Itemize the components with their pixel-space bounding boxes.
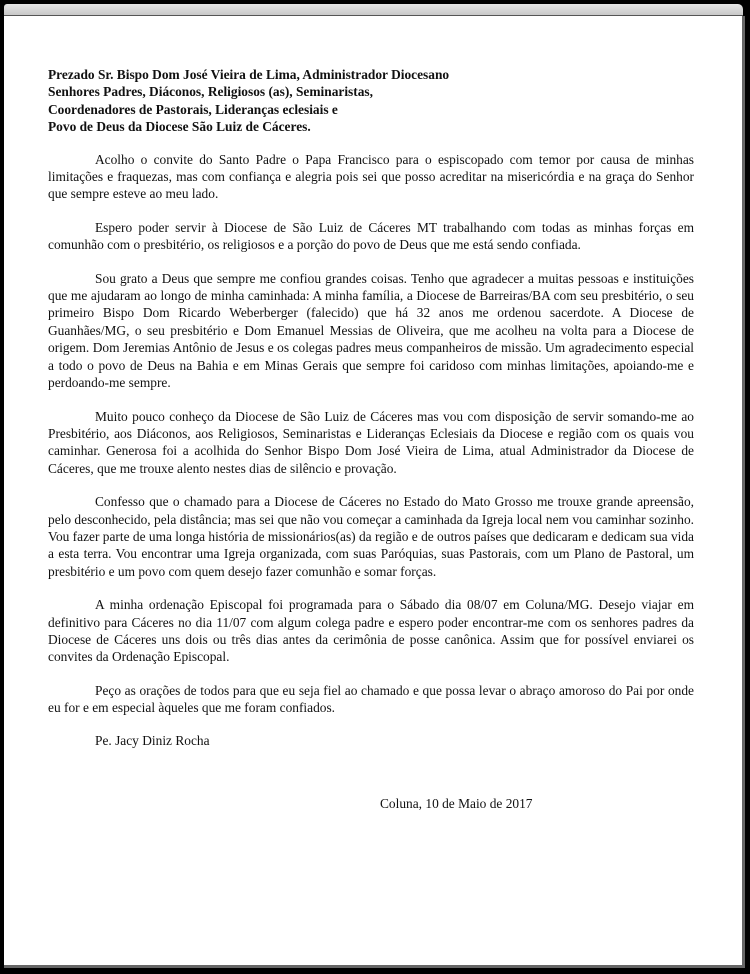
paragraph: Confesso que o chamado para a Diocese de Cáceres no Estado do Mato Grosso me trouxe grande apreensão, pelo desconhecido, pela distância; mas sei que não vou começar a caminhada da Igreja local nem vou caminhar sozinho. Vou fazer parte de uma longa história de missionários(as) da região e de outros países que dedicaram e dedicam sua vida a esta terra. Vou encontrar uma Igreja organizada, com suas Paróquias, suas Pastorais, com um Plano de Pastoral, um presbitério e um povo com quem desejo fazer comunhão e somar forças. — [48, 494, 694, 579]
paragraph: Sou grato a Deus que sempre me confiou grandes coisas. Tenho que agradecer a muitas pessoas e instituições que me ajudaram ao longo de minha caminhada: A minha família, a Diocese de Barreiras/BA com seu presbitério, o seu primeiro Bispo Dom Ricardo Weberberger (falecido) que há 32 anos me ordenou sacerdote. A Diocese de Guanhães/MG, o seu presbitério e Dom Emanuel Messias de Oliveira, que me acolheu na volta para a Diocese de origem. Dom Jeremias Antônio de Jesus e os colegas padres meus companheiros de missão. Um agradecimento especial a todo o povo de Deus na Bahia e em Minas Gerais que sempre foi caridoso com minhas limitações, apoiando-me e perdoando-me sempre. — [48, 270, 694, 391]
salutation-line: Povo de Deus da Diocese São Luiz de Cáceres. — [48, 119, 311, 135]
paragraph: Muito pouco conheço da Diocese de São Luiz de Cáceres mas vou com disposição de servir somando-me ao Presbitério, aos Diáconos, aos Religiosos, Seminaristas e Lideranças Eclesiais da Diocese e região com os quais vou caminhar. Generosa foi a acolhida do Senhor Bispo Dom José Vieira de Lima, atual Administrador da Diocese de Cáceres, que me trouxe alento nestes dias de silêncio e provação. — [48, 408, 694, 476]
paragraph: Acolho o convite do Santo Padre o Papa Francisco para o espiscopado com temor por causa de minhas limitações e fraquezas, mas com confiança e alegria pois sei que posso acreditar na misericórdia e na graça do Senhor que sempre esteve ao meu lado. — [48, 151, 694, 202]
paragraph: Espero poder servir à Diocese de São Luiz de Cáceres MT trabalhando com todas as minhas forças em comunhão com o presbitério, os religiosos e a porção do povo de Deus que me está sendo confiada. — [48, 219, 694, 253]
salutation-line: Prezado Sr. Bispo Dom José Vieira de Lima, Administrador Diocesano — [48, 67, 450, 82]
place-date: Coluna, 10 de Maio de 2017 — [380, 796, 533, 811]
salutation-line: Coordenadores de Pastorais, Lideranças eclesiais e — [48, 101, 338, 117]
paragraph: Peço as orações de todos para que eu seja fiel ao chamado e que possa levar o abraço amoroso do Pai por onde eu for e em especial àqueles que me foram confiados. — [48, 682, 694, 716]
salutation-block — [48, 66, 694, 136]
window-top-bar — [4, 4, 743, 16]
signature: Pe. Jacy Diniz Rocha — [95, 732, 210, 748]
salutation-line: Senhores Padres, Diáconos, Religiosos (as), Seminaristas, — [48, 84, 373, 100]
document-page — [4, 16, 745, 968]
letter-body — [48, 66, 694, 812]
paragraph: A minha ordenação Episcopal foi programada para o Sábado dia 08/07 em Coluna/MG. Desejo viajar em definitivo para Cáceres no dia 11/07 com algum colega padre e espero poder encontrar-me com os senhores padres da Diocese de Cáceres uns dois ou três dias antes da cerimônia de posse canônica. Assim que for possível enviarei os convites da Ordenação Episcopal. — [48, 597, 694, 665]
